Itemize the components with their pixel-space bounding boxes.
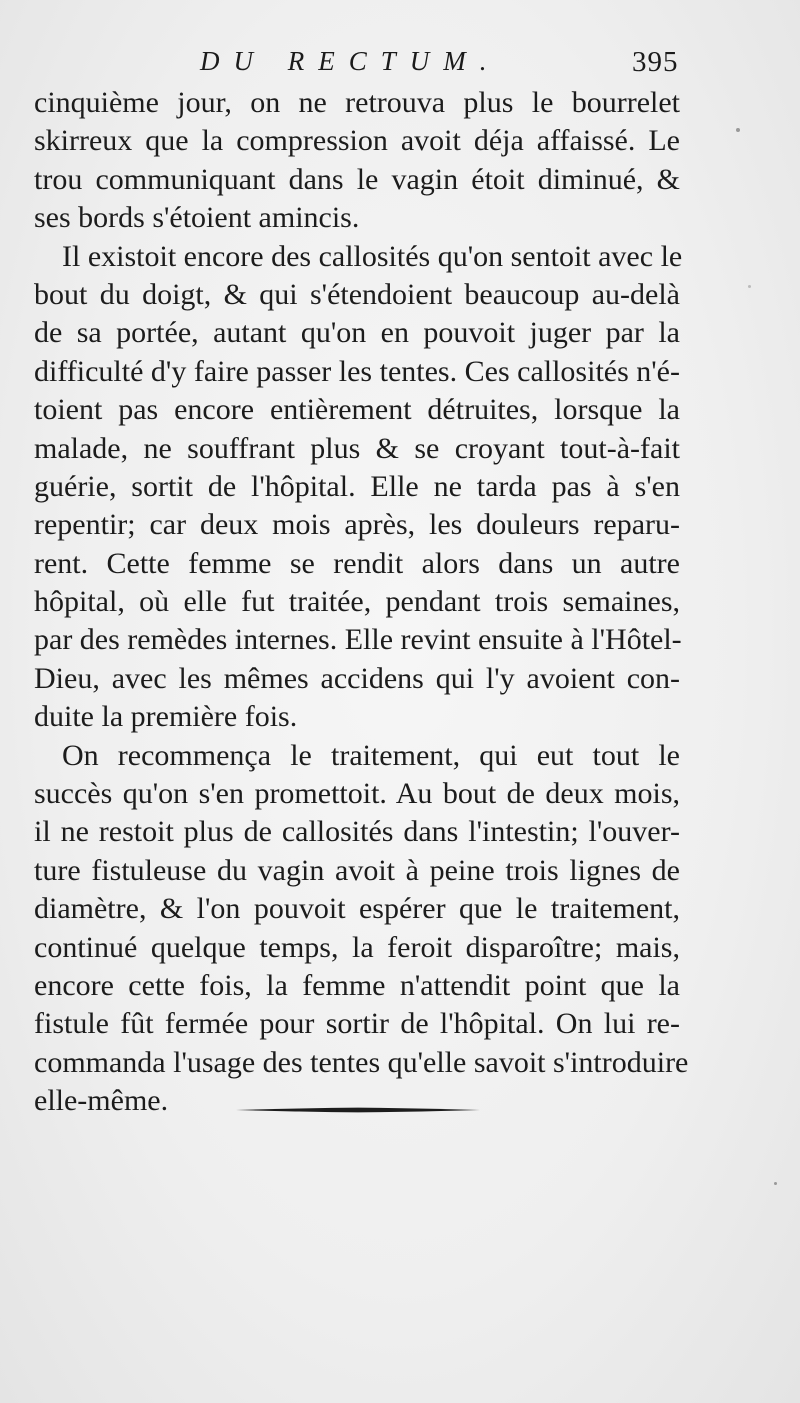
text-line: Dieu, avec les mêmes accidens qui l'y avoient con- <box>34 661 680 695</box>
paper-speck <box>774 1182 777 1185</box>
text-line: ses bords s'étoient amincis. <box>34 201 360 235</box>
text-line: par des remèdes internes. Elle revint ensuite à l'Hôtel- <box>34 623 682 657</box>
closing-rule <box>236 1107 480 1113</box>
text-line: de sa portée, autant qu'on en pouvoit juger par la <box>34 316 680 350</box>
text-line: encore cette fois, la femme n'attendit point que la <box>34 968 680 1002</box>
paper-speck <box>736 128 740 132</box>
text-line: skirreux que la compression avoit déja affaissé. Le <box>34 124 680 158</box>
text-line: duite la première fois. <box>34 700 298 734</box>
text-line: succès qu'on s'en promettoit. Au bout de deux mois, <box>34 777 680 811</box>
body-text <box>34 84 689 1121</box>
text-line: diamètre, & l'on pouvoit espérer que le traitement, <box>34 892 680 926</box>
page-number: 395 <box>632 46 679 78</box>
text-line: cinquième jour, on ne retrouva plus le bourrelet <box>34 86 680 119</box>
text-line: continué quelque temps, la feroit disparoître; mais, <box>34 930 680 964</box>
text-line: elle-même. <box>34 1084 169 1118</box>
page-header <box>0 46 800 86</box>
text-line: commanda l'usage des tentes qu'elle savoit s'introduire <box>34 1045 689 1079</box>
text-line: bout du doigt, & qui s'étendoient beaucoup au-delà <box>34 277 680 311</box>
text-line: toient pas encore entièrement détruites, lorsque la <box>34 393 680 427</box>
text-line: guérie, sortit de l'hôpital. Elle ne tarda pas à s'en <box>34 469 680 503</box>
text-line: ture fistuleuse du vagin avoit à peine trois lignes de <box>34 853 680 887</box>
text-line: On recommença le traitement, qui eut tout le <box>62 738 680 772</box>
running-head: DU RECTUM. <box>200 46 501 76</box>
text-line: hôpital, où elle fut traitée, pendant trois semaines, <box>34 585 680 619</box>
rule-ornament-icon <box>236 1107 480 1113</box>
text-line: difficulté d'y faire passer les tentes. Ces callosités n'é- <box>34 354 680 388</box>
text-line: trou communiquant dans le vagin étoit diminué, & <box>34 162 680 196</box>
text-line: il ne restoit plus de callosités dans l'intestin; l'ouver- <box>34 815 680 849</box>
text-line: Il existoit encore des callosités qu'on sentoit avec le <box>62 239 683 273</box>
paper-speck <box>748 285 751 288</box>
text-line: fistule fût fermée pour sortir de l'hôpital. On lui re- <box>34 1007 680 1041</box>
text-line: rent. Cette femme se rendit alors dans un autre <box>34 546 680 580</box>
text-line: repentir; car deux mois après, les douleurs reparu- <box>34 508 680 542</box>
text-line: malade, ne souffrant plus & se croyant tout-à-fait <box>34 431 680 465</box>
